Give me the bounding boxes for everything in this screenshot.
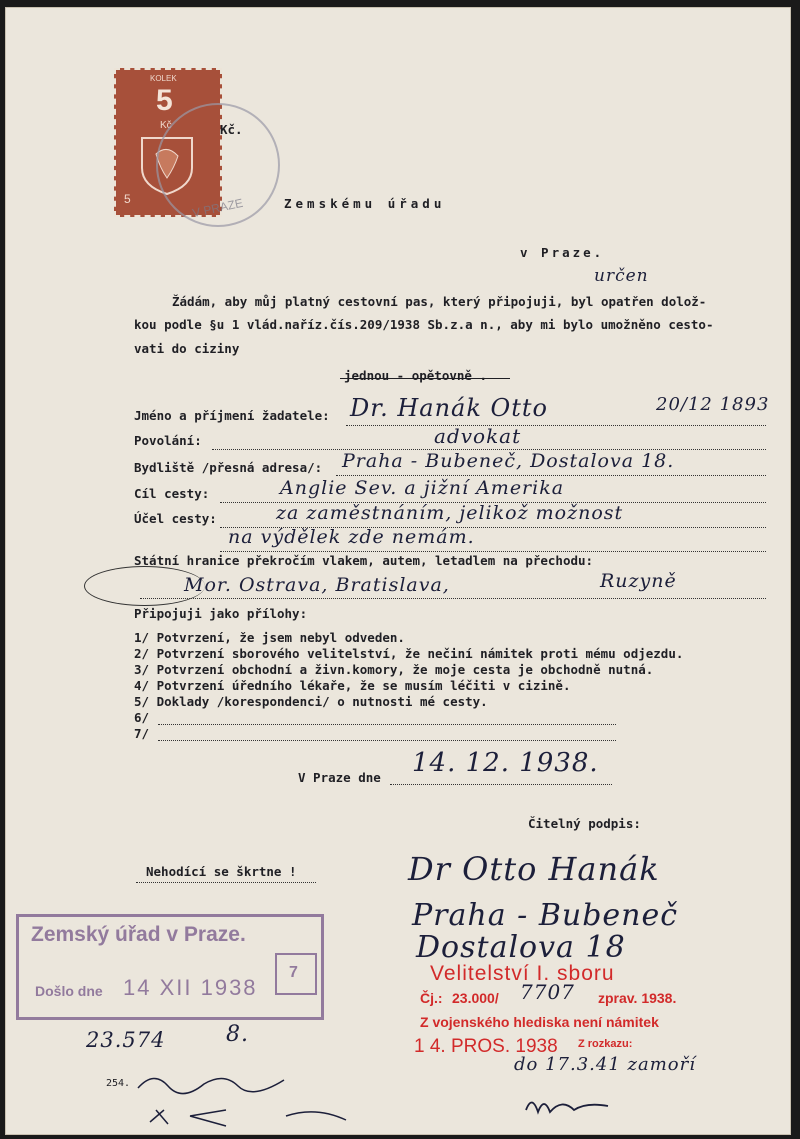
field-address-label: Bydliště /přesná adresa/: bbox=[134, 460, 323, 475]
field-name-value: Dr. Hanák Otto bbox=[350, 394, 548, 422]
signature-line-2: Praha - Bubeneč bbox=[412, 898, 679, 933]
trips-option: jednou - opětovně . bbox=[344, 368, 487, 383]
office-stamp-received-date: 14 XII 1938 bbox=[123, 975, 258, 1000]
field-purpose-line-2 bbox=[220, 551, 766, 552]
signature-label: Čitelný podpis: bbox=[528, 816, 641, 831]
office-stamp bbox=[16, 914, 324, 1020]
attachment-line-6 bbox=[158, 724, 616, 725]
date-line bbox=[390, 784, 612, 785]
handwritten-above: určen bbox=[594, 266, 649, 286]
office-scribble bbox=[134, 1066, 294, 1096]
attachment-line-7 bbox=[158, 740, 616, 741]
attachment-item: 6/ bbox=[134, 710, 150, 725]
military-stamp-cj-hand: 7707 bbox=[520, 980, 575, 1004]
attachment-item: 4/ Potvrzení úředního lékaře, že se musím léčiti v cizině. bbox=[134, 678, 571, 693]
office-stamp-box-number: 7 bbox=[289, 964, 298, 981]
military-stamp-date: 1 4. PROS. 1938 bbox=[414, 1036, 558, 1057]
field-destination-label: Cíl cesty: bbox=[134, 486, 210, 501]
attachment-item: 7/ bbox=[134, 726, 150, 741]
field-profession-value: advokat bbox=[434, 424, 522, 448]
revenue-stamp-value: 5 bbox=[156, 84, 173, 117]
trips-strike bbox=[340, 378, 510, 379]
date-value: 14. 12. 1938. bbox=[412, 748, 599, 778]
date-label: V Praze dne bbox=[298, 770, 381, 785]
office-stamp-title: Zemský úřad v Praze. bbox=[31, 923, 246, 946]
signature-line-1: Dr Otto Hanák bbox=[408, 850, 660, 888]
military-signature bbox=[522, 1090, 612, 1120]
signature-line-3: Dostalova 18 bbox=[416, 930, 626, 965]
border-value-2: Ruzyně bbox=[600, 570, 677, 592]
field-profession-label: Povolání: bbox=[134, 433, 202, 448]
office-ref-number: 23.574 bbox=[86, 1028, 166, 1052]
stamp-currency-text: Kč. bbox=[220, 122, 243, 137]
attachment-item: 2/ Potvrzení sborového velitelství, že nečiní námitek proti mému odjezdu. bbox=[134, 646, 684, 661]
attachment-item: 5/ Doklady /korespondenci/ o nutnosti mé cesty. bbox=[134, 694, 488, 709]
attachments-label: Připojuji jako přílohy: bbox=[134, 606, 308, 621]
revenue-stamp-currency: Kč bbox=[160, 120, 172, 131]
military-stamp-title: Velitelství I. sboru bbox=[430, 962, 615, 985]
body-line-3: vati do ciziny bbox=[134, 341, 240, 356]
field-name-line bbox=[346, 425, 766, 426]
revenue-stamp-label: KOLEK bbox=[150, 74, 177, 83]
military-stamp-cj-value: 23.000/ bbox=[452, 990, 499, 1006]
attachment-item: 1/ Potvrzení, že jsem nebyl odveden. bbox=[134, 630, 405, 645]
field-purpose-value: za zaměstnáním, jelikož možnost bbox=[276, 502, 624, 524]
field-name-label: Jméno a příjmení žadatele: bbox=[134, 408, 330, 423]
field-birthdate-value: 20/12 1893 bbox=[656, 394, 770, 415]
military-stamp-cj-label: Čj.: bbox=[420, 990, 443, 1006]
military-stamp-line: Z vojenského hlediska není námitek bbox=[420, 1014, 659, 1030]
addressee: Zemskému úřadu bbox=[284, 196, 446, 211]
military-stamp-cj-suffix: zprav. 1938. bbox=[598, 990, 677, 1006]
body-line-2: kou podle §u 1 vlád.naříz.čís.209/1938 Sb.z.a n., aby mi bylo umožněno cesto- bbox=[134, 317, 714, 332]
field-purpose-value-2: na výdělek zde nemám. bbox=[228, 526, 475, 548]
document-page bbox=[6, 8, 790, 1134]
attachment-item: 3/ Potvrzení obchodní a živn.komory, že moje cesta je obchodně nutná. bbox=[134, 662, 654, 677]
body-line-1: Žádám, aby můj platný cestovní pas, který připojuji, byl opatřen dolož- bbox=[172, 294, 707, 309]
office-stamp-box bbox=[275, 953, 317, 995]
office-count: 8. bbox=[226, 1022, 249, 1047]
postmark-circle bbox=[156, 103, 280, 227]
border-label: Státní hranice překročím vlakem, autem, letadlem na přechodu: bbox=[134, 553, 594, 568]
border-value: Mor. Ostrava, Bratislava, bbox=[184, 574, 450, 596]
field-purpose-label: Účel cesty: bbox=[134, 511, 217, 526]
field-address-line bbox=[336, 475, 766, 476]
office-stamp-received-label: Došlo dne bbox=[35, 983, 103, 999]
military-stamp-order: Z rozkazu: bbox=[578, 1038, 633, 1050]
strike-note: Nehodící se škrtne ! bbox=[146, 864, 297, 879]
postmark-text: V PRAZE bbox=[191, 195, 245, 221]
office-small-number: 254. bbox=[106, 1078, 131, 1089]
border-line bbox=[140, 598, 766, 599]
revenue-stamp-bottom-value: 5 bbox=[124, 192, 131, 206]
strike-note-line bbox=[136, 882, 316, 883]
field-destination-value: Anglie Sev. a jižní Amerika bbox=[280, 477, 565, 499]
field-address-value: Praha - Bubeneč, Dostalova 18. bbox=[342, 450, 675, 472]
military-stamp-hand: do 17.3.41 zamoří bbox=[514, 1054, 696, 1075]
bottom-scribble bbox=[146, 1102, 386, 1132]
addressee-city: v Praze. bbox=[520, 245, 605, 260]
